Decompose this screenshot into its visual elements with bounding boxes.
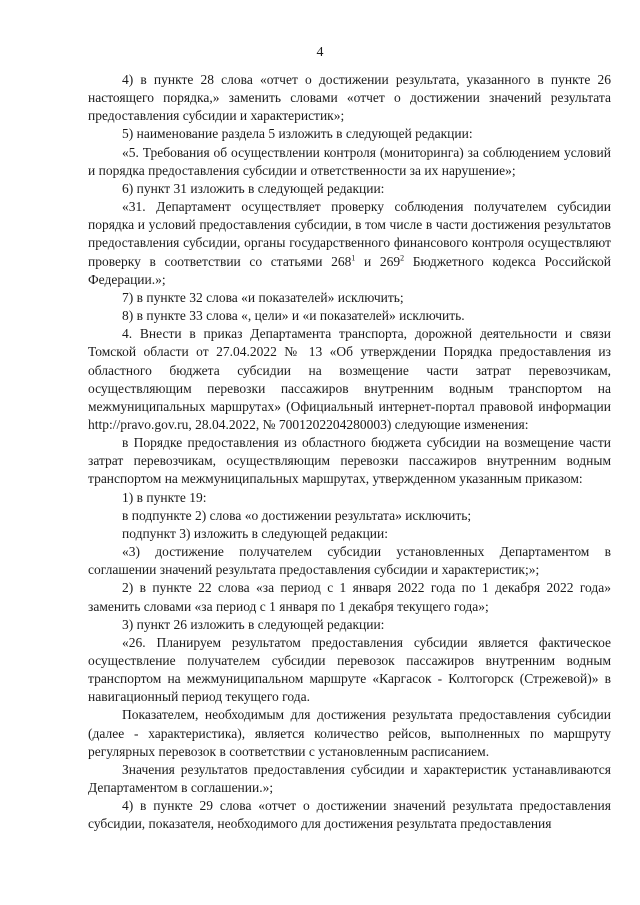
paragraph: 8) в пункте 33 слова «, цели» и «и показателей» исключить. — [122, 308, 465, 324]
paragraph: подпункт 3) изложить в следующей редакции: — [122, 525, 389, 541]
paragraph: 7) в пункте 32 слова «и показателей» исключить; — [122, 289, 404, 305]
page-number: 4 — [316, 45, 324, 60]
paragraph-with-footnotes — [88, 198, 611, 289]
paragraph: 1) в пункте 19: — [122, 489, 207, 505]
article-superscript: 1 — [351, 253, 356, 263]
paragraph: 4) в пункте 28 слова «отчет о достижении результата, указанного в пункте 26 настоящего порядка,» заменить словами «отчет о достижении значений результата предоставления субсидии и характеристик»; — [88, 72, 611, 124]
paragraph: Значения результатов предоставления субсидии и характеристик устанавливаются Департаментом в соглашении.»; — [88, 761, 611, 796]
document-body — [88, 71, 611, 834]
paragraph: 4) в пункте 29 слова «отчет о достижении значений результата предоставления субсидии, показателя, необходимого для достижения результата предоставления — [88, 798, 611, 832]
paragraph-text: «31. Департамент осуществляет проверку соблюдения получателем субсидии порядка и условий предоставления субсидии, в том числе в части достижения результатов предоставления субсидии, органы государственного финансового контроля осуществляют проверку в соответствии со статьями — [88, 199, 611, 269]
article-ref-2 — [380, 254, 404, 269]
paragraph: в Порядке предоставления из областного бюджета субсидии на возмещение части затрат перевозчикам, осуществляющим перевозки пассажиров внутренним водным транспортом на межмуниципальных маршрутах, утвержденном указанным приказом: — [88, 435, 611, 487]
paragraph: 6) пункт 31 изложить в следующей редакции: — [122, 180, 385, 196]
paragraph: «5. Требования об осуществлении контроля (мониторинга) за соблюдением условий и порядка предоставления субсидии и ответственности за их нарушение»; — [88, 144, 611, 178]
paragraph: 4. Внести в приказ Департамента транспорта, дорожной деятельности и связи Томской области от 27.04.2022 № 13 «Об утверждении Порядка предоставления из областного бюджета субсидии на возмещение части затрат перевозчикам, осуществляющим перевозки пассажиров внутренним водным транспортом на межмуниципальных маршрутах» (Официальный интернет-портал правовой информации http://pravo.gov.ru, 28.04.2022, № 7001202204280003) следующие изменения: — [88, 326, 611, 432]
conjunction: и — [355, 253, 380, 269]
article-ref-1 — [331, 254, 355, 269]
article-number: 268 — [331, 253, 352, 269]
paragraph: в подпункте 2) слова «о достижении результата» исключить; — [122, 507, 472, 523]
paragraph: 3) пункт 26 изложить в следующей редакции: — [122, 616, 385, 632]
article-number: 269 — [379, 253, 401, 269]
paragraph: 2) в пункте 22 слова «за период с 1 января 2022 года по 1 декабря 2022 года» заменить словами «за период с 1 января по 1 декабря текущего года»; — [88, 580, 611, 614]
paragraph: «3) достижение получателем субсидии установленных Департаментом в соглашении значений результата предоставления субсидии и характеристик;»; — [88, 544, 611, 578]
paragraph: «26. Планируем результатом предоставления субсидии является фактическое осуществление получателем субсидии перевозок пассажиров внутренним водным транспортом на межмуниципальном маршруте «Каргасок - Колтогорск (Стрежевой)» в навигационный период текущего года. — [88, 634, 611, 705]
paragraph-text-after: Бюджетного кодекса Российской Федерации.»; — [88, 253, 612, 287]
paragraph: 5) наименование раздела 5 изложить в следующей редакции: — [122, 126, 473, 142]
paragraph: Показателем, необходимым для достижения результата предоставления субсидии (далее - характеристика), является количество рейсов, выполненных по маршруту регулярных перевозок в соответствии с установленным расписанием. — [88, 707, 611, 759]
article-superscript: 2 — [400, 253, 405, 263]
